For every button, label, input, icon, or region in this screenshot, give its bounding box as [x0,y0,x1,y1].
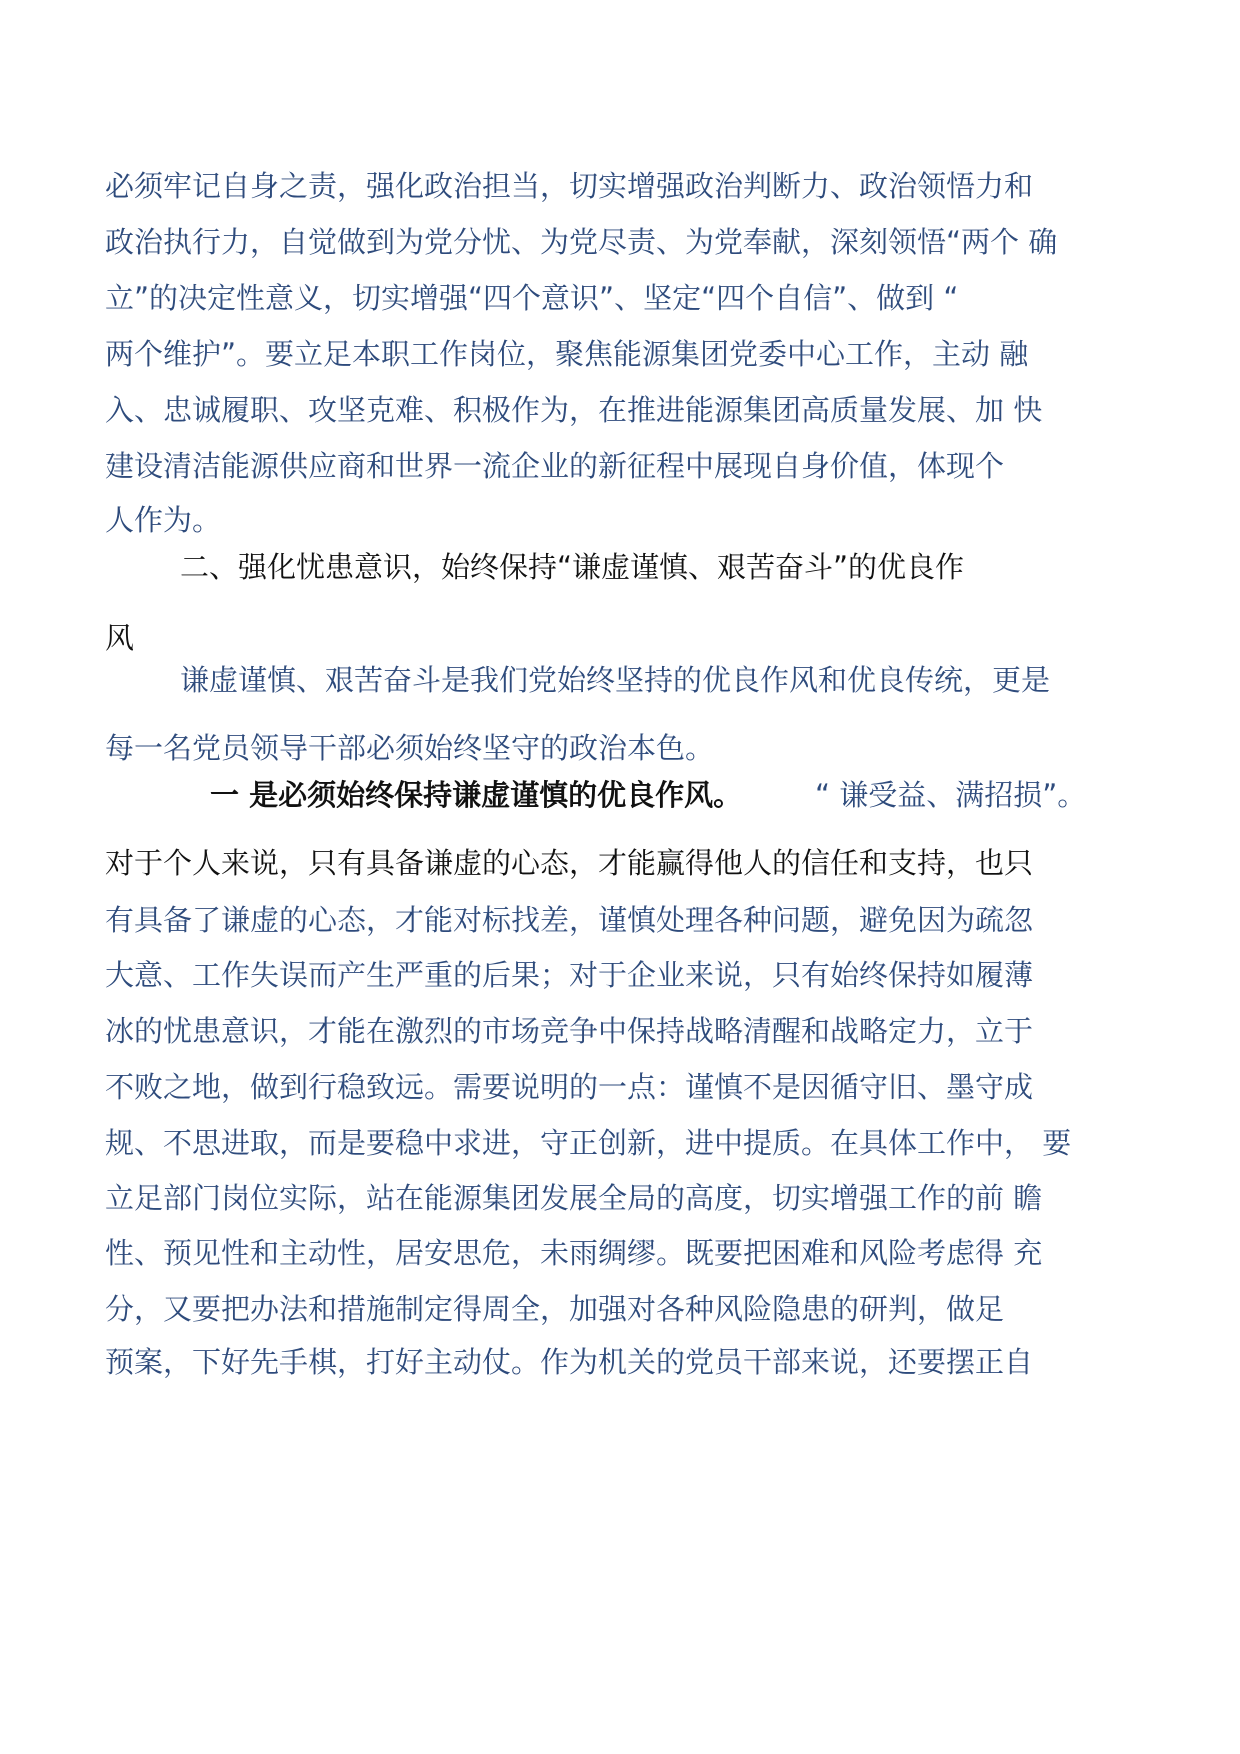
paragraph-line: 大意、工作失误而产生严重的后果；对于企业来说，只有始终保持如履薄 [105,958,1034,992]
paragraph-line: 分，又要把办法和措施制定得周全，加强对各种风险隐患的研判，做足 [105,1292,1005,1326]
text-line: 立”的决定性意义，切实增强“四个意识”、坚定“四个自信”、做到 “ [105,281,959,315]
point-one-heading: 一 是必须始终保持谦虚谨慎的优良作风。 [210,778,743,812]
text-line: 政治执行力，自觉做到为党分忧、为党尽责、为党奉献，深刻领悟“两个 确 [105,225,1058,259]
section-heading-continuation: 风 [105,621,135,655]
paragraph-line: 冰的忧患意识，才能在激烈的市场竞争中保持战略清醒和战略定力，立于 [105,1014,1034,1048]
text-line: 入、忠诚履职、攻坚克难、积极作为，在推进能源集团高质量发展、加 快 [105,393,1043,427]
paragraph-line: 对于个人来说，只有具备谦虚的心态，才能赢得他人的信任和支持，也只 [105,846,1034,880]
intro-line: 每一名党员领导干部必须始终坚守的政治本色。 [105,731,715,765]
paragraph-line: 立足部门岗位实际，站在能源集团发展全局的高度，切实增强工作的前 瞻 [105,1181,1043,1215]
paragraph-line: 性、预见性和主动性，居安思危，未雨绸缪。既要把困难和风险考虑得 充 [105,1236,1043,1270]
text-line: 必须牢记自身之责，强化政治担当，切实增强政治判断力、政治领悟力和 [105,169,1034,203]
paragraph-line: 规、不思进取，而是要稳中求进，守正创新，进中提质。在具体工作中， 要 [105,1126,1072,1160]
paragraph-line: 有具备了谦虚的心态，才能对标找差，谨慎处理各种问题，避免因为疏忽 [105,903,1034,937]
intro-line: 谦虚谨慎、艰苦奋斗是我们党始终坚持的优良作风和优良传统，更是 [180,663,1051,697]
text-line: 两个维护”。要立足本职工作岗位，聚焦能源集团党委中心工作，主动 融 [105,337,1029,371]
text-line: 人作为。 [105,503,222,537]
section-heading: 二、强化忧患意识，始终保持“谦虚谨慎、艰苦奋斗”的优良作 [180,550,965,584]
paragraph-line: 不败之地，做到行稳致远。需要说明的一点：谨慎不是因循守旧、墨守成 [105,1070,1034,1104]
point-one-quote: “ 谦受益、满招损”。 [815,778,1087,812]
paragraph-line: 预案，下好先手棋，打好主动仗。作为机关的党员干部来说，还要摆正自 [105,1345,1034,1379]
text-line: 建设清洁能源供应商和世界一流企业的新征程中展现自身价值，体现个 [105,449,1005,483]
